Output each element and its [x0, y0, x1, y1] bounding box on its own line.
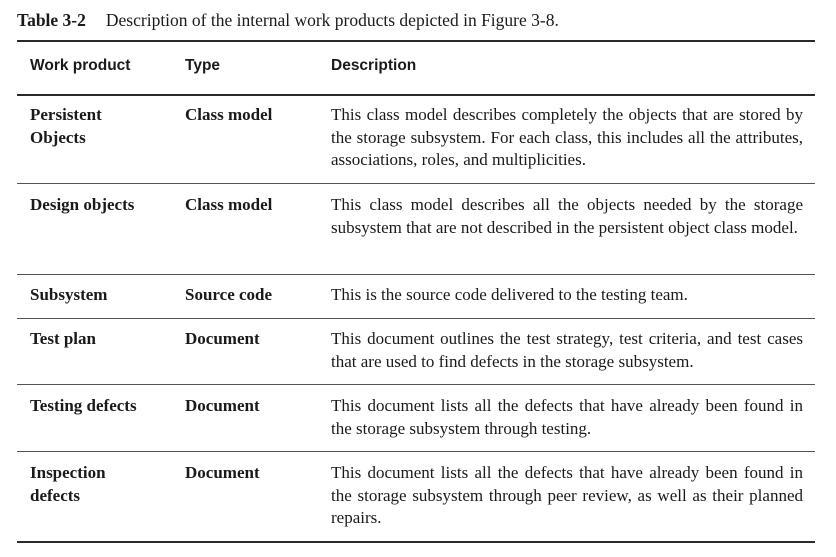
row-design-objects-name: Design objects	[30, 195, 135, 214]
row-test-plan-description: This document outlines the test strategy, test criteria, and test cases that are used to find defects in the storage subsystem.	[331, 329, 803, 371]
row-test-plan-name: Test plan	[30, 329, 96, 348]
row-persistent-objects-name: Persistent Objects	[30, 105, 102, 147]
header-description: Description	[331, 57, 417, 74]
table-number: Table 3-2	[17, 10, 86, 30]
row-divider	[17, 451, 815, 452]
row-testing-defects-name: Testing defects	[30, 396, 137, 415]
header-type: Type	[185, 57, 221, 74]
row-inspection-defects-type: Document	[185, 463, 260, 482]
row-design-objects-type: Class model	[185, 195, 273, 214]
header-rule	[17, 94, 815, 96]
bottom-rule	[17, 541, 815, 543]
row-divider	[17, 274, 815, 275]
row-subsystem-type: Source code	[185, 285, 273, 304]
row-subsystem-description: This is the source code delivered to the testing team.	[331, 285, 688, 304]
row-design-objects-description: This class model describes all the objects needed by the storage subsystem that are not described in the persistent object class model.	[331, 195, 803, 237]
row-persistent-objects-description: This class model describes completely the objects that are stored by the storage subsystem. For each class, this includes all the attributes, associations, roles, and multiplicities.	[331, 105, 803, 169]
row-persistent-objects-type: Class model	[185, 105, 273, 124]
row-testing-defects-description: This document lists all the defects that have already been found in the storage subsystem through testing.	[331, 396, 803, 438]
top-rule	[17, 40, 815, 42]
row-divider	[17, 318, 815, 319]
header-work-product: Work product	[30, 57, 131, 74]
row-test-plan-type: Document	[185, 329, 260, 348]
row-testing-defects-type: Document	[185, 396, 260, 415]
caption-text: Description of the internal work products depicted in Figure 3-8.	[105, 10, 559, 30]
table-caption	[17, 10, 559, 31]
row-inspection-defects-name: Inspection defects	[30, 463, 106, 505]
row-subsystem-name: Subsystem	[30, 285, 108, 304]
row-inspection-defects-description: This document lists all the defects that have already been found in the storage subsystem through peer review, as well as their planned repairs.	[331, 463, 803, 527]
row-divider	[17, 183, 815, 184]
row-divider	[17, 384, 815, 385]
